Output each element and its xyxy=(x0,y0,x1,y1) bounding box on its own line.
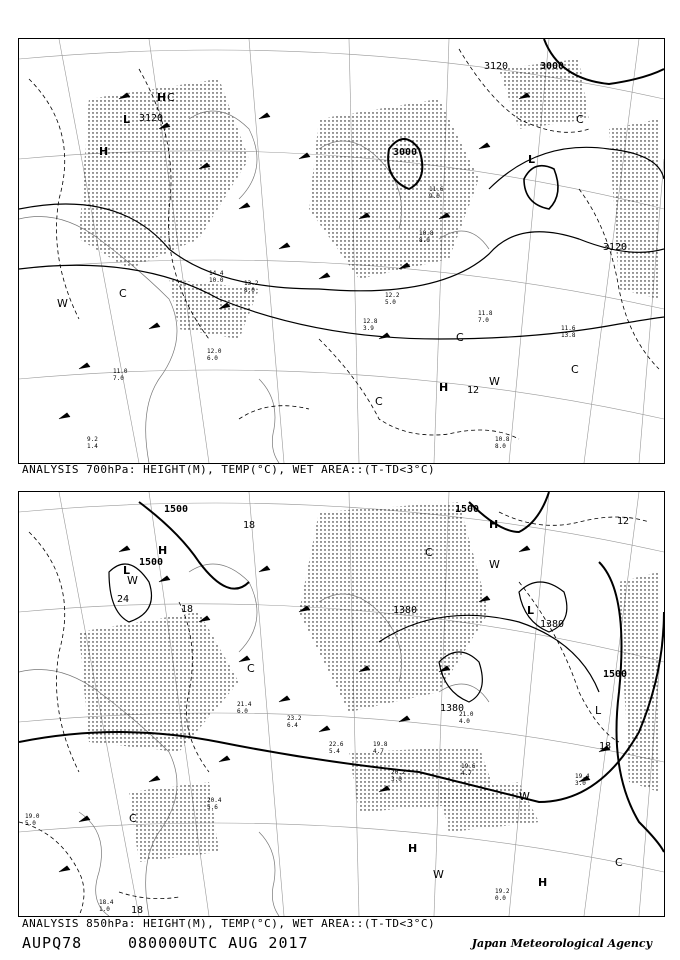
contour-label: 1500 xyxy=(603,669,628,680)
high-center-label: H xyxy=(99,145,109,158)
station-dewpoint: 10.0 xyxy=(209,277,224,284)
station-dewpoint: 3.0 xyxy=(575,780,586,787)
contour-label: 12 xyxy=(467,385,480,396)
station-dewpoint: 8.0 xyxy=(495,443,506,450)
high-center-label: H xyxy=(538,876,548,889)
high-center-label: H xyxy=(408,842,418,855)
station-dewpoint: 4.0 xyxy=(459,718,470,725)
contour-label: 1380 xyxy=(540,619,565,630)
station-temp: 12.2 xyxy=(385,292,400,299)
warm-center-label: W xyxy=(433,868,444,881)
station-temp: 11.6 xyxy=(429,186,444,193)
warm-center-label: W xyxy=(127,574,138,587)
station-temp: 12.0 xyxy=(207,348,222,355)
contour-label: 3120 xyxy=(603,242,628,253)
station-dewpoint: 8.0 xyxy=(419,237,430,244)
station-temp: 22.6 xyxy=(329,741,344,748)
contour-label: 1500 xyxy=(164,504,189,515)
station-temp: 11.6 xyxy=(561,325,576,332)
cold-center-label: C xyxy=(119,287,127,300)
agency-credit: Japan Meteorological Agency xyxy=(471,937,652,950)
station-dewpoint: 3.0 xyxy=(391,776,402,783)
contour-label: 1380 xyxy=(440,703,465,714)
station-dewpoint: 6.4 xyxy=(287,722,298,729)
station-dewpoint: 3.9 xyxy=(363,325,374,332)
map-panel-700hpa xyxy=(18,38,665,464)
cold-center-label: C xyxy=(129,812,137,825)
station-temp: 23.2 xyxy=(287,715,302,722)
contour-label: 1380 xyxy=(393,605,418,616)
contour-label: 1500 xyxy=(455,504,480,515)
station-dewpoint: 6.0 xyxy=(237,708,248,715)
station-temp: 9.2 xyxy=(87,436,98,443)
cold-center-label: C xyxy=(615,856,623,869)
high-center-label: H xyxy=(157,91,167,104)
station-dewpoint: 1.0 xyxy=(99,906,110,913)
cold-center-label: C xyxy=(375,395,383,408)
station-dewpoint: 6.0 xyxy=(207,355,218,362)
station-temp: 11.8 xyxy=(478,310,493,317)
station-temp: 13.2 xyxy=(244,280,259,287)
station-dewpoint: 5.0 xyxy=(385,299,396,306)
station-temp: 21.4 xyxy=(237,701,252,708)
high-center-label: H xyxy=(439,381,449,394)
station-temp: 19.8 xyxy=(373,741,388,748)
station-dewpoint: 4.7 xyxy=(373,748,384,755)
warm-center-label: W xyxy=(489,558,500,571)
low-center-label: L xyxy=(123,564,131,577)
station-dewpoint: 4.7 xyxy=(461,770,472,777)
low-center-label: L xyxy=(527,604,535,617)
cold-center-label: C xyxy=(167,91,175,104)
station-temp: 11.0 xyxy=(113,368,128,375)
station-dewpoint: 1.4 xyxy=(87,443,98,450)
contour-label: 18 xyxy=(131,905,144,916)
station-dewpoint: 9.0 xyxy=(429,193,440,200)
high-center-label: H xyxy=(158,544,168,557)
cold-center-label: C xyxy=(576,113,584,126)
station-dewpoint: 5.6 xyxy=(207,804,218,811)
low-center-label: L xyxy=(595,704,602,717)
contour-label: 18 xyxy=(599,741,612,752)
weather-chart-850hpa xyxy=(19,492,664,916)
cold-center-label: C xyxy=(247,662,255,675)
station-temp: 20.4 xyxy=(207,797,222,804)
contour-label: 3120 xyxy=(139,113,164,124)
warm-center-label: W xyxy=(57,297,68,310)
contour-label: 18 xyxy=(243,520,256,531)
panel-caption-850hpa: ANALYSIS 850hPa: HEIGHT(M), TEMP(°C), WET AREA::(T-TD<3°C) xyxy=(22,917,436,930)
contour-label: 12 xyxy=(617,516,630,527)
station-dewpoint: 13.8 xyxy=(561,332,576,339)
station-temp: 14.4 xyxy=(209,270,224,277)
bulletin-code: AUPQ78 xyxy=(22,934,83,952)
station-temp: 19.2 xyxy=(495,888,510,895)
cold-center-label: C xyxy=(571,363,579,376)
contour-label: 3000 xyxy=(393,147,418,158)
weather-chart-700hpa xyxy=(19,39,664,463)
analysis-time: 080000UTC AUG 2017 xyxy=(128,934,309,952)
station-temp: 10.8 xyxy=(419,230,434,237)
station-dewpoint: 8.0 xyxy=(244,287,255,294)
high-center-label: H xyxy=(489,518,499,531)
panel-caption-700hpa: ANALYSIS 700hPa: HEIGHT(M), TEMP(°C), WET AREA::(T-TD<3°C) xyxy=(22,463,436,476)
contour-label: 3120 xyxy=(484,61,509,72)
map-panel-850hpa xyxy=(18,491,665,917)
station-temp: 19.6 xyxy=(461,763,476,770)
cold-center-label: C xyxy=(425,546,433,559)
cold-center-label: C xyxy=(456,331,464,344)
station-dewpoint: 7.0 xyxy=(478,317,489,324)
contour-label: 3000 xyxy=(540,61,565,72)
station-dewpoint: 5.0 xyxy=(25,820,36,827)
low-center-label: L xyxy=(123,113,131,126)
station-dewpoint: 5.4 xyxy=(329,748,340,755)
station-temp: 12.8 xyxy=(363,318,378,325)
station-temp: 19.0 xyxy=(25,813,40,820)
station-temp: 18.4 xyxy=(99,899,114,906)
contour-label: 18 xyxy=(181,604,194,615)
contour-label: 24 xyxy=(117,594,130,605)
station-temp: 20.2 xyxy=(391,769,406,776)
station-dewpoint: 0.0 xyxy=(495,895,506,902)
contour-label: 1500 xyxy=(139,557,164,568)
station-dewpoint: 7.0 xyxy=(113,375,124,382)
station-temp: 10.8 xyxy=(495,436,510,443)
warm-center-label: W xyxy=(519,790,530,803)
station-temp: 19.4 xyxy=(575,773,590,780)
low-center-label: L xyxy=(528,153,536,166)
warm-center-label: W xyxy=(489,375,500,388)
station-temp: 21.0 xyxy=(459,711,474,718)
